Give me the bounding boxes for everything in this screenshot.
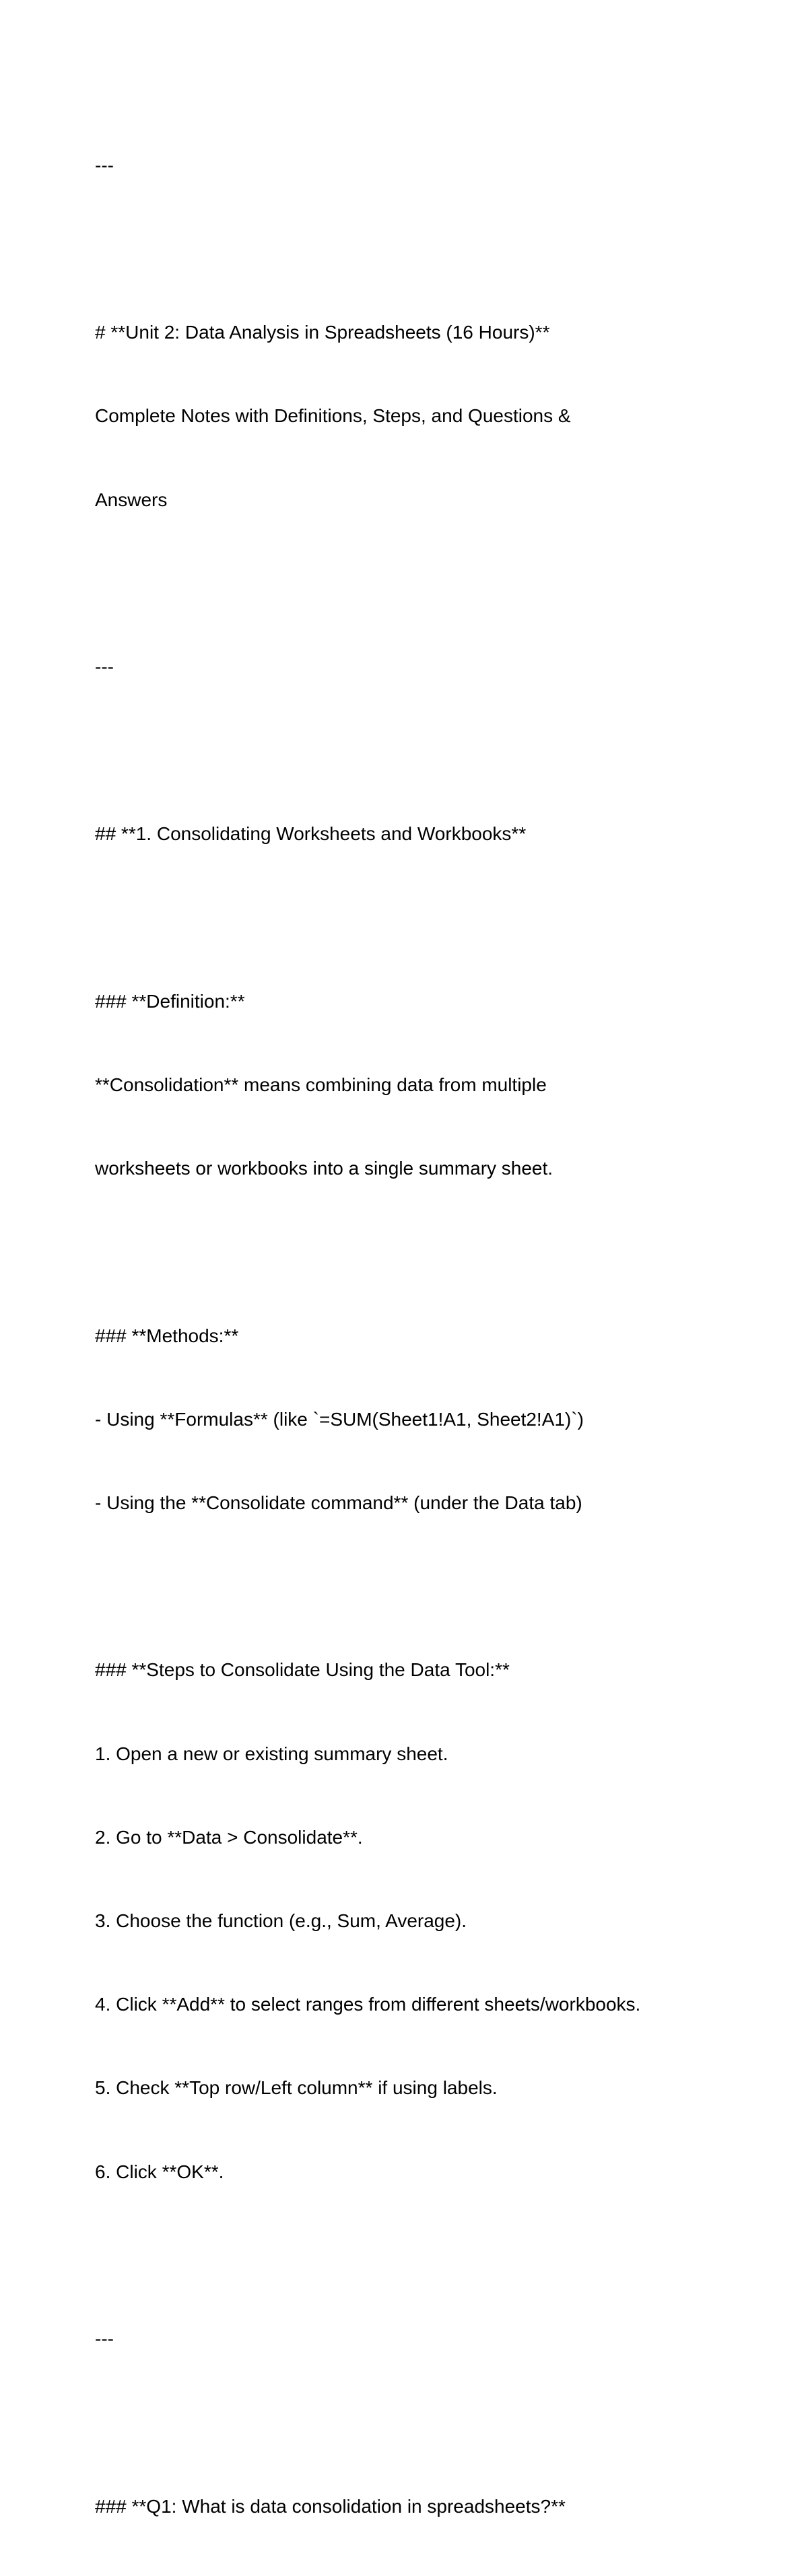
methods-heading: ### **Methods:** <box>95 1325 239 1346</box>
step-item-6: 6. Click **OK**. <box>95 2161 224 2182</box>
method-item-1: - Using **Formulas** (like `=SUM(Sheet1!A1, Sheet2!A1)`) <box>95 1408 584 1430</box>
definition-text-2: worksheets or workbooks into a single summary sheet. <box>95 1158 553 1179</box>
blank-line <box>95 904 741 932</box>
blank-line <box>95 1572 741 1600</box>
blank-line <box>95 1238 741 1265</box>
blank-line <box>95 235 741 263</box>
step-item-4: 4. Click **Add** to select ranges from different sheets/workbooks. <box>95 1994 641 2015</box>
blank-line <box>95 736 741 764</box>
document-text <box>95 96 741 2576</box>
subtitle-line-2: Answers <box>95 489 168 510</box>
steps-heading: ### **Steps to Consolidate Using the Data Tool:** <box>95 1659 510 1681</box>
step-item-3: 3. Choose the function (e.g., Sum, Average). <box>95 1910 467 1932</box>
blank-line <box>95 2408 741 2436</box>
blank-line <box>95 569 741 597</box>
step-item-5: 5. Check **Top row/Left column** if using labels. <box>95 2077 498 2099</box>
step-item-1: 1. Open a new or existing summary sheet. <box>95 1743 448 1764</box>
separator-line: --- <box>95 656 114 678</box>
unit-heading: # **Unit 2: Data Analysis in Spreadsheets (16 Hours)** <box>95 322 550 343</box>
definition-text-1: **Consolidation** means combining data from multiple <box>95 1074 547 1096</box>
definition-heading: ### **Definition:** <box>95 990 245 1012</box>
subtitle-line-1: Complete Notes with Definitions, Steps, and Questions & <box>95 405 571 427</box>
blank-line <box>95 2241 741 2269</box>
question-heading: ### **Q1: What is data consolidation in spreadsheets?** <box>95 2495 566 2517</box>
section-heading: ## **1. Consolidating Worksheets and Workbooks** <box>95 823 527 845</box>
separator-line: --- <box>95 2328 114 2350</box>
step-item-2: 2. Go to **Data > Consolidate**. <box>95 1826 363 1848</box>
separator-line: --- <box>95 154 114 176</box>
method-item-2: - Using the **Consolidate command** (under the Data tab) <box>95 1492 582 1514</box>
